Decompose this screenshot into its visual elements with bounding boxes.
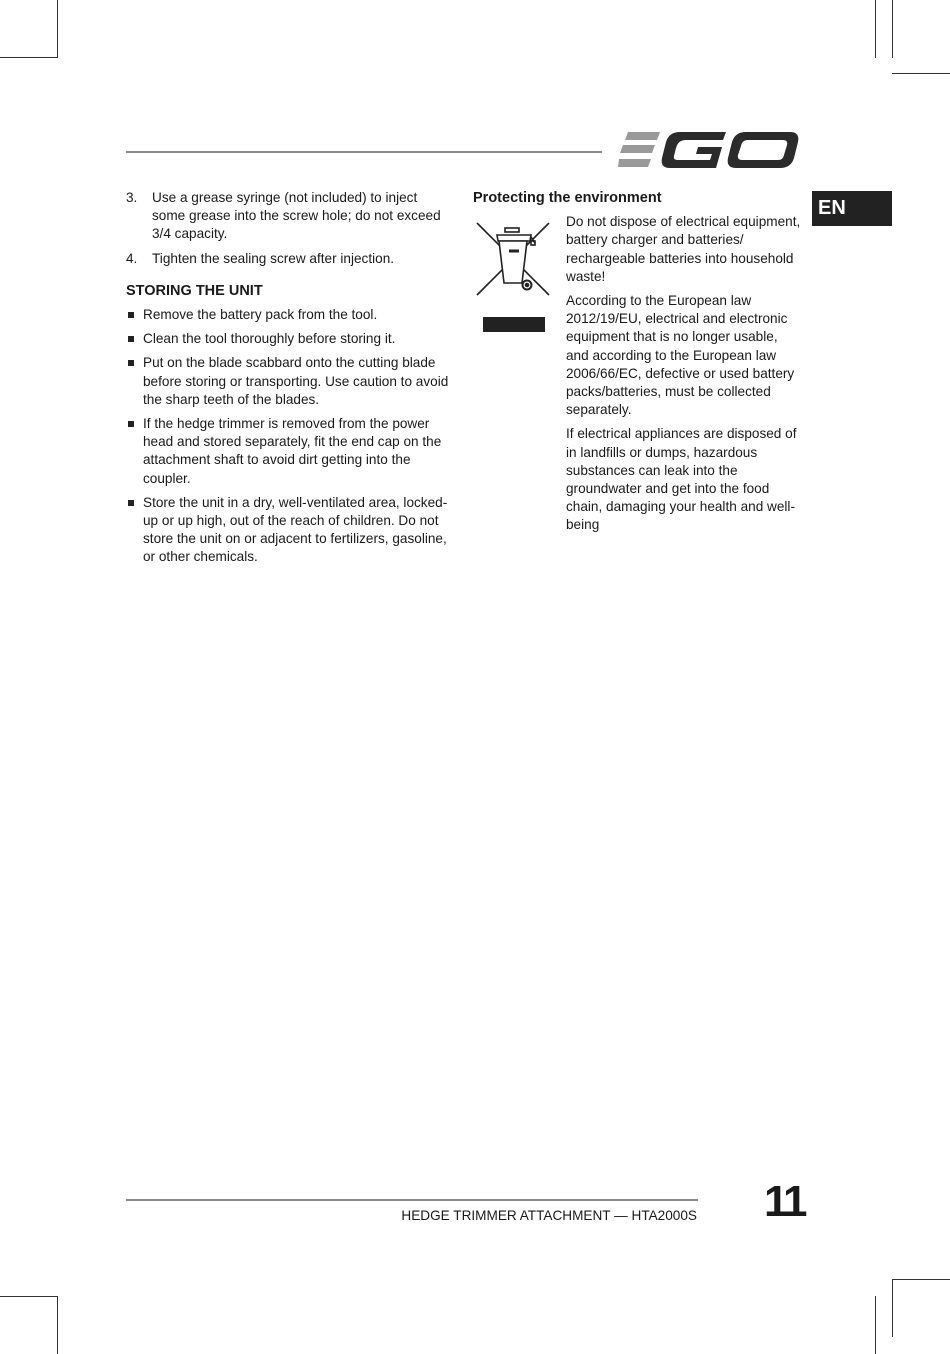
- footer-rule: [126, 1199, 698, 1201]
- step-text: Tighten the sealing screw after injection.: [152, 250, 395, 266]
- ego-logo: [618, 128, 800, 172]
- bullet-item: [126, 306, 452, 324]
- environment-title: Protecting the environment: [473, 190, 662, 206]
- step-number: 3.: [126, 190, 138, 205]
- square-bullet-icon: [126, 306, 143, 324]
- numbered-step: [126, 250, 452, 268]
- bin-underline-bar: [483, 317, 545, 332]
- bullet-text: If the hedge trimmer is removed from the power head and stored separately, fit the end cap on the attachment shaft to avoid dirt getting into the coupler.: [143, 416, 442, 486]
- bullet-text: Remove the battery pack from the tool.: [143, 307, 378, 323]
- bullet-item: [126, 415, 452, 488]
- crop-mark: [57, 1296, 58, 1354]
- section-title: STORING THE UNIT: [126, 282, 263, 299]
- square-bullet-icon: [126, 494, 143, 567]
- step-text: Use a grease syringe (not included) to inject some grease into the screw hole; do not exceed 3/4 capacity.: [152, 190, 441, 242]
- header-rule: [126, 151, 602, 153]
- crop-mark: [892, 1279, 893, 1337]
- environment-text: [566, 213, 802, 534]
- square-bullet-icon: [126, 415, 143, 488]
- bullet-item: [126, 494, 452, 567]
- crop-mark: [0, 1296, 58, 1297]
- crop-mark: [875, 1296, 876, 1354]
- maintenance-column: [126, 189, 452, 573]
- bullet-item: [126, 330, 452, 348]
- bullet-text: Store the unit in a dry, well-ventilated area, locked-up or up high, out of the reach of children. Do not store the unit on or adjacent to fertilizers, gasoline, or other chemicals.: [143, 494, 448, 565]
- language-tab: EN: [812, 191, 892, 226]
- crop-mark: [892, 73, 950, 74]
- crop-mark: [875, 0, 876, 58]
- step-number: 4.: [126, 250, 138, 266]
- footer-title: HEDGE TRIMMER ATTACHMENT — HTA2000S: [401, 1208, 697, 1223]
- crop-mark: [57, 0, 58, 58]
- crop-mark: [0, 57, 58, 58]
- environment-paragraph: According to the European law 2012/19/EU, electrical and electronic equipment that is no longer usable, and according to the European law 2006/66/EC, defective or used battery packs/batteries, must be collected separately.: [566, 293, 795, 418]
- bullet-item: [126, 354, 452, 409]
- environment-paragraph: Do not dispose of electrical equipment, battery charger and batteries/ rechargeable batteries into household waste!: [566, 214, 801, 284]
- numbered-step: [126, 189, 452, 244]
- page-number: 11: [764, 1177, 805, 1226]
- environment-paragraph: If electrical appliances are disposed of in landfills or dumps, hazardous substances can leak into the groundwater and get into the food chain, damaging your health and well-being: [566, 426, 797, 533]
- square-bullet-icon: [126, 330, 143, 348]
- environment-body: [473, 213, 803, 534]
- crop-mark: [892, 0, 893, 58]
- bullet-text: Put on the blade scabbard onto the cutting blade before storing or transporting. Use caution to avoid the sharp teeth of the blades.: [143, 355, 449, 407]
- square-bullet-icon: [126, 354, 143, 409]
- crossed-out-wheelie-bin-icon: [475, 221, 551, 297]
- crop-mark: [892, 1279, 950, 1280]
- environment-column: [473, 189, 803, 541]
- bullet-text: Clean the tool thoroughly before storing it.: [143, 331, 396, 347]
